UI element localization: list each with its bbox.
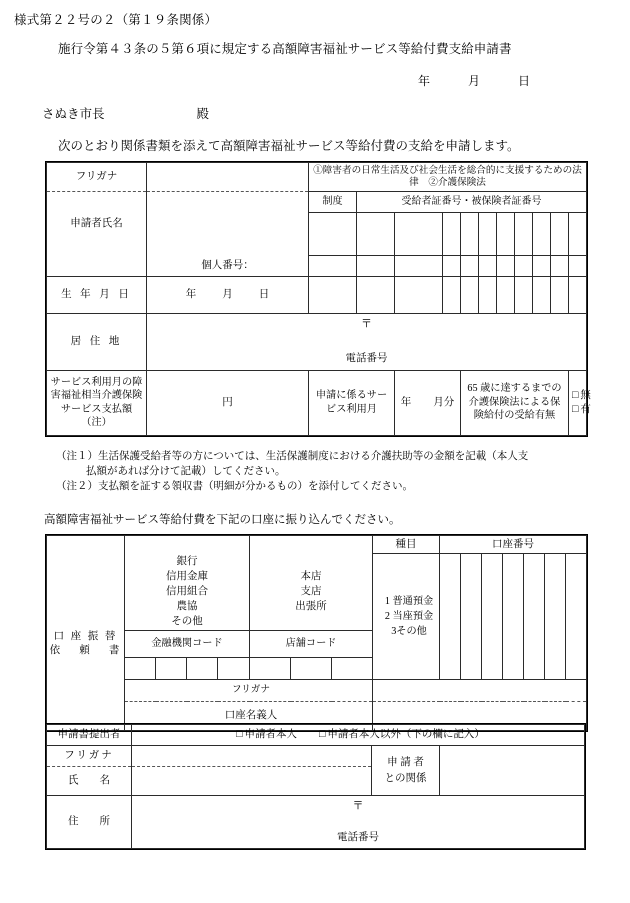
relation-label-cell [372,746,440,796]
institution-type-3[interactable]: 農協 [176,601,198,613]
account-number-digit-cell[interactable] [440,554,461,680]
system-header-cell: 制度 [309,192,357,213]
submitter-label-cell: 申請書提出者 [47,725,132,746]
system-value-cell-3[interactable] [309,276,357,313]
applicant-name-value-cell[interactable] [147,192,309,256]
institution-code-digit-cell[interactable] [125,658,156,680]
branch-code-digit-cell[interactable] [250,658,291,680]
account-number-digit-cell[interactable] [545,554,566,680]
institution-type-2[interactable]: 信用組合 [166,585,208,597]
branch-type-cell[interactable] [250,554,373,631]
bank-label-spacer-low [47,658,125,680]
cert-digit-cell[interactable] [533,276,551,313]
submitter-name-value-cell[interactable] [132,767,372,796]
cert-digit-cell[interactable] [357,276,395,313]
account-number-digit-cell[interactable] [461,554,482,680]
cert-digit-cell[interactable] [569,256,587,277]
bank-furigana-label-cell: フリガナ [125,680,373,702]
cert-digit-cell[interactable] [497,276,515,313]
submitter-name-label-cell: 氏 名 [47,767,132,796]
submitter-phone-label: 電話番号 [337,832,379,844]
lead-paragraph: 次のとおり関係書類を添えて高額障害福祉サービス等給付費の支給を申請します。 [58,139,520,153]
table-row [47,536,587,554]
account-number-digit-cell[interactable] [566,554,587,680]
law-note-cell: ①障害者の日常生活及び社会生活を総合的に支援するための法律 ②介護保険法 [309,163,587,192]
benefit-options-cell[interactable] [569,370,591,435]
account-number-digit-cell[interactable] [524,554,545,680]
bank-label-spacer-furigana [47,680,125,702]
institution-type-spacer-top [125,536,250,554]
bank-account-table [46,535,587,731]
account-type-1[interactable]: 2 当座預金 [384,611,434,622]
cert-digit-cell[interactable] [497,256,515,277]
cert-digit-cell[interactable] [479,256,497,277]
applicant-name-label-spacer [47,256,147,277]
cert-digit-cell[interactable] [515,276,533,313]
bank-transfer-label-line2: 依 頼 書 [49,644,122,656]
cert-digit-cell[interactable] [551,256,569,277]
cert-digit-cell[interactable] [497,213,515,256]
cert-digit-cell[interactable] [461,213,479,256]
benefit-option-yes-label: 有 [580,403,591,415]
furigana-label-cell: フリガナ [47,163,147,192]
form-number: 様式第２２号の２（第１９条関係） [14,13,218,27]
branch-code-label-cell: 店舗コード [250,630,373,658]
table-row [47,192,587,213]
residence-label-cell: 居 住 地 [47,313,147,370]
submitter-address-label-cell: 住 所 [47,796,132,849]
cert-digit-cell[interactable] [395,213,443,256]
account-holder-label-cell: 口座名義人 [125,702,373,731]
cert-digit-cell[interactable] [395,256,443,277]
note-2: （注２）支払額を証する領収書（明細が分かるもの）を添付してください。 [56,481,413,493]
birth-day-label: 日 [258,288,270,300]
cert-digit-cell[interactable] [443,256,461,277]
cert-digit-cell[interactable] [357,256,395,277]
birthdate-label-cell: 生 年 月 日 [47,276,147,313]
table-row [47,746,585,767]
branch-code-digit-cell[interactable] [291,658,332,680]
account-type-0[interactable]: 1 普通預金 [384,595,434,607]
table-row [47,680,587,702]
benefit-option-none-label: 無 [580,389,591,401]
system-value-cell-2[interactable] [309,256,357,277]
institution-type-0[interactable]: 銀行 [176,555,198,567]
cert-digit-cell[interactable] [443,276,461,313]
service-payment-amount-cell[interactable] [147,370,309,435]
bank-transfer-label-line1: 口 座 振 替 [53,631,118,643]
cert-digit-cell[interactable] [515,256,533,277]
table-row [47,796,585,849]
birth-year-label: 年 [185,288,197,300]
insurance-benefit-label-cell: 65 歳に達するまでの介護保険法による保険給付の受給有無 [461,370,569,435]
institution-type-1[interactable]: 信用金庫 [166,570,208,582]
branch-type-1[interactable]: 支店 [300,585,322,597]
date-year-label: 年 [418,74,431,88]
service-month-year-label: 年 [400,396,412,408]
notes-block [56,449,596,495]
table-row [47,313,587,370]
addressee-honorific: 殿 [196,107,210,121]
postal-mark: 〒 [361,318,373,331]
cert-digit-cell[interactable] [569,276,587,313]
cert-digit-cell[interactable] [569,213,587,256]
cert-number-header-cell: 受給者証番号・被保険者証番号 [357,192,587,213]
checkbox-icon[interactable]: □ [319,729,326,741]
account-type-options-cell[interactable] [373,554,440,680]
bank-transfer-label-cell [47,630,125,658]
account-number-digit-cell[interactable] [503,554,524,680]
table-row [47,370,587,435]
table-row [47,725,585,746]
submitter-option-self-label: 申請者本人 [244,729,297,741]
note-1-line-1: （注１）生活保護受給者等の方については、生活保護制度における介護扶助等の金額を記載（本人支 [56,451,529,462]
benefit-option-yes-row[interactable] [572,403,591,417]
submitter-furigana-value-cell[interactable] [132,746,372,767]
cert-digit-cell[interactable] [551,213,569,256]
institution-code-label-cell: 金融機関コード [125,630,250,658]
date-day-label: 日 [518,74,531,88]
postal-mark: 〒 [352,799,364,812]
applicant-name-label-cell: 申請者氏名 [47,192,147,256]
table-row [47,276,587,313]
table-row [47,554,587,631]
service-payment-label-cell: サービス利用月の障害福祉相当介護保険サービス支払額（注） [47,370,147,435]
bank-furigana-value-cell[interactable] [373,680,587,702]
my-number-cell[interactable]: 個人番号： [147,256,309,277]
birth-month-label: 月 [222,288,233,300]
date-month-label: 月 [468,74,481,88]
submitter-furigana-label-cell: フリガナ [47,746,132,767]
institution-code-digit-cell[interactable] [156,658,187,680]
account-type-2[interactable]: 3その他 [391,626,427,638]
addressee-name: さぬき市長 [42,107,105,121]
cert-digit-cell[interactable] [357,213,395,256]
benefit-option-none-row[interactable] [572,389,591,403]
table-row [47,256,587,277]
checkbox-icon[interactable]: □ [236,729,243,741]
account-number-digit-cell[interactable] [482,554,503,680]
submitter-information-table [46,724,585,849]
cert-digit-cell[interactable] [533,256,551,277]
cert-digit-cell[interactable] [533,213,551,256]
account-number-header-cell: 口座番号 [440,536,587,554]
branch-type-2[interactable]: 出張所 [295,601,327,613]
cert-digit-cell[interactable] [515,213,533,256]
branch-type-spacer-top [250,536,373,554]
cert-digit-cell[interactable] [461,276,479,313]
institution-code-digit-cell[interactable] [187,658,218,680]
relation-label-line1: 申 請 者 [387,757,424,769]
checkbox-icon[interactable]: □ [572,389,579,401]
phone-label: 電話番号 [345,352,388,364]
applicant-information-table [46,162,591,436]
addressee-line [42,104,209,122]
residence-value-cell[interactable] [147,313,587,370]
branch-type-0[interactable]: 本店 [300,570,322,582]
submitter-address-value-cell[interactable] [132,796,585,849]
cert-digit-cell[interactable] [479,213,497,256]
relation-value-cell[interactable] [440,746,585,796]
service-month-value-cell[interactable] [395,370,461,435]
branch-code-digit-cell[interactable] [332,658,373,680]
bank-label-spacer-top [47,536,125,554]
service-month-label-cell: 申請に係るサービス利用月 [309,370,395,435]
bank-label-spacer-mid [47,554,125,631]
cert-digit-cell[interactable] [479,276,497,313]
table-row [47,163,587,192]
service-month-suffix-label: 月分 [433,396,455,408]
account-type-header-cell: 種目 [373,536,440,554]
relation-label-line2: との関係 [384,772,427,784]
submission-date-line [418,72,530,89]
yen-unit: 円 [222,396,233,408]
cert-digit-cell[interactable] [551,276,569,313]
cert-digit-cell[interactable] [443,213,461,256]
institution-code-digit-cell[interactable] [218,658,250,680]
submitter-option-other-label: 申請者本人以外（下の欄に記入） [327,729,485,741]
note-1-line-2: 払額があれば分けて記載）してください。 [86,466,286,478]
checkbox-icon[interactable]: □ [572,403,579,415]
institution-type-cell[interactable] [125,554,250,631]
institution-type-4[interactable]: その他 [171,616,203,628]
document-title: 施行令第４３条の５第６項に規定する高額障害福祉サービス等給付費支給申請書 [58,42,512,56]
cert-digit-cell[interactable] [395,276,443,313]
bank-transfer-lead: 高額障害福祉サービス等給付費を下記の口座に振り込んでください。 [44,514,401,526]
system-value-cell[interactable] [309,213,357,256]
birthdate-value-cell[interactable] [147,276,309,313]
submitter-options-cell[interactable] [132,725,585,746]
cert-digit-cell[interactable] [461,256,479,277]
furigana-value-cell[interactable] [147,163,309,192]
